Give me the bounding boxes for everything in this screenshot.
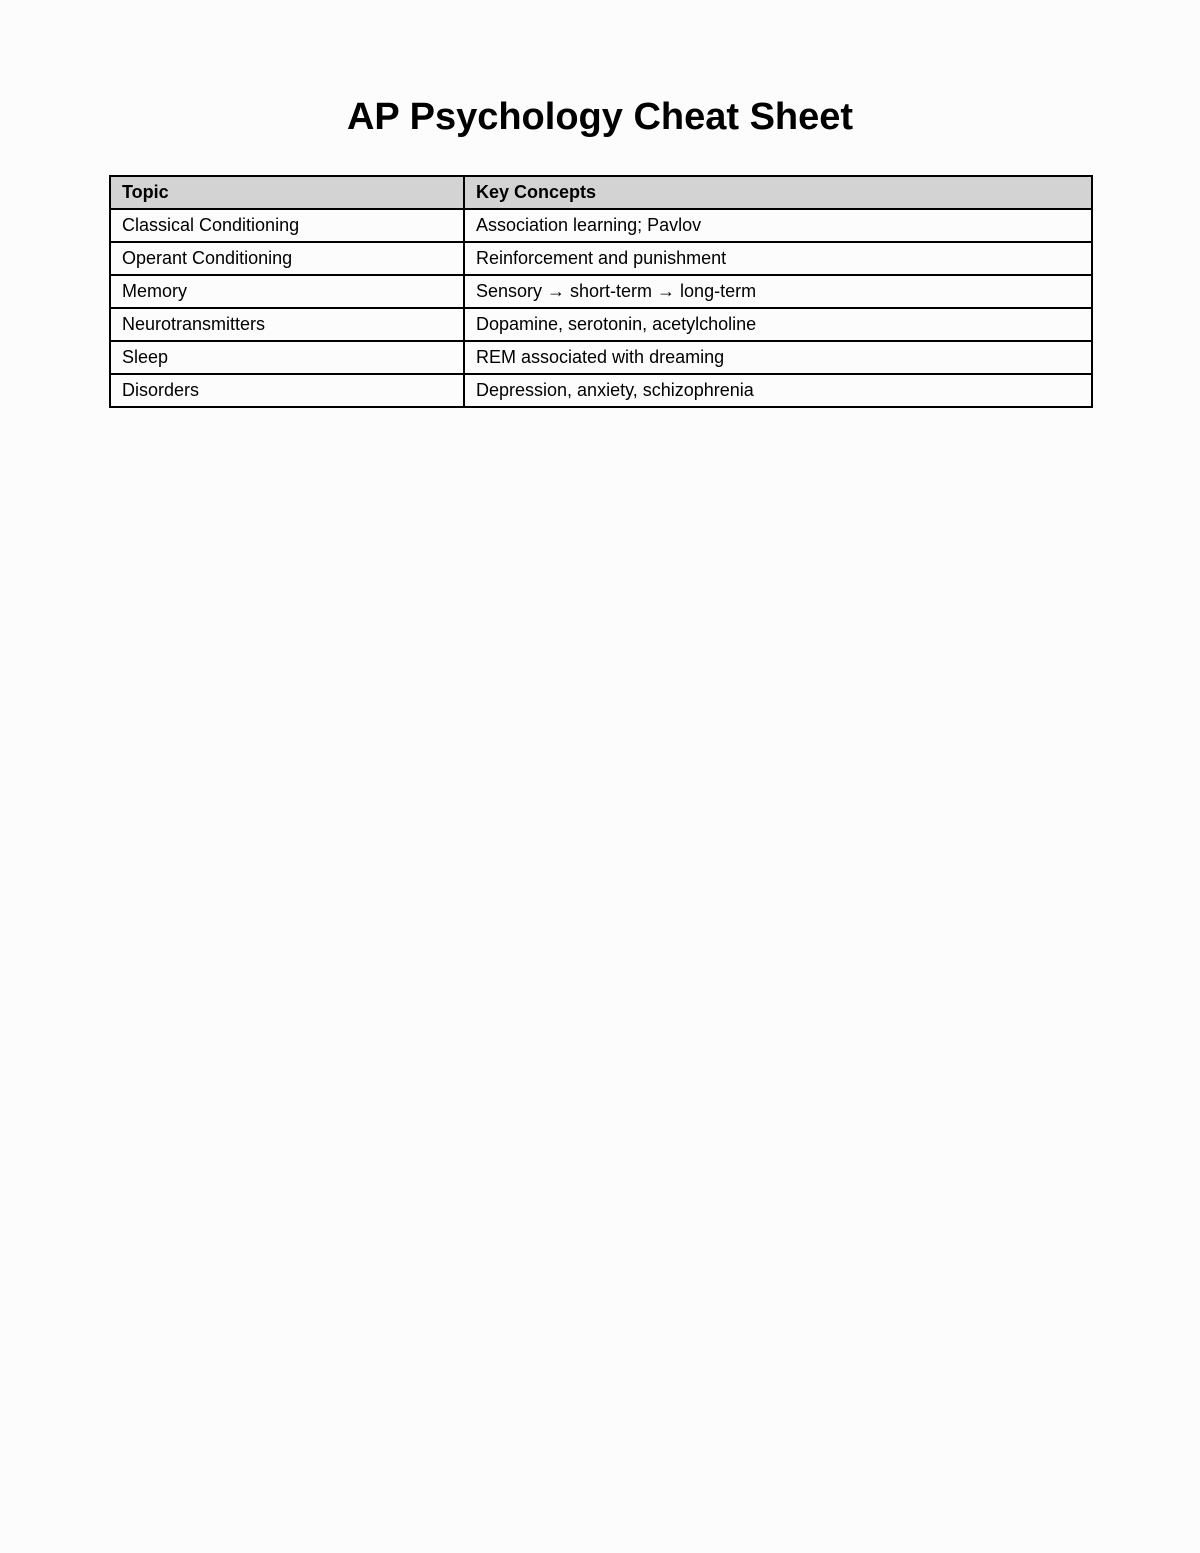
topic-cell: Classical Conditioning	[110, 209, 464, 242]
table-row	[110, 341, 1092, 374]
table-row	[110, 308, 1092, 341]
table-row	[110, 275, 1092, 308]
table-row	[110, 209, 1092, 242]
topic-cell: Memory	[110, 275, 464, 308]
key-concepts-cell: Sensory → short-term → long-term	[464, 275, 1092, 308]
key-concepts-cell: REM associated with dreaming	[464, 341, 1092, 374]
key-concepts-cell: Reinforcement and punishment	[464, 242, 1092, 275]
cheat-sheet-table	[109, 175, 1093, 408]
key-concepts-cell: Depression, anxiety, schizophrenia	[464, 374, 1092, 407]
table-row	[110, 242, 1092, 275]
topic-cell: Sleep	[110, 341, 464, 374]
table-header-row	[110, 176, 1092, 209]
key-concepts-cell: Dopamine, serotonin, acetylcholine	[464, 308, 1092, 341]
topic-cell: Disorders	[110, 374, 464, 407]
table-row	[110, 374, 1092, 407]
topic-cell: Operant Conditioning	[110, 242, 464, 275]
column-header-topic: Topic	[110, 176, 464, 209]
key-concepts-cell: Association learning; Pavlov	[464, 209, 1092, 242]
topic-cell: Neurotransmitters	[110, 308, 464, 341]
page-title: AP Psychology Cheat Sheet	[346, 96, 854, 138]
column-header-key-concepts: Key Concepts	[464, 176, 1092, 209]
